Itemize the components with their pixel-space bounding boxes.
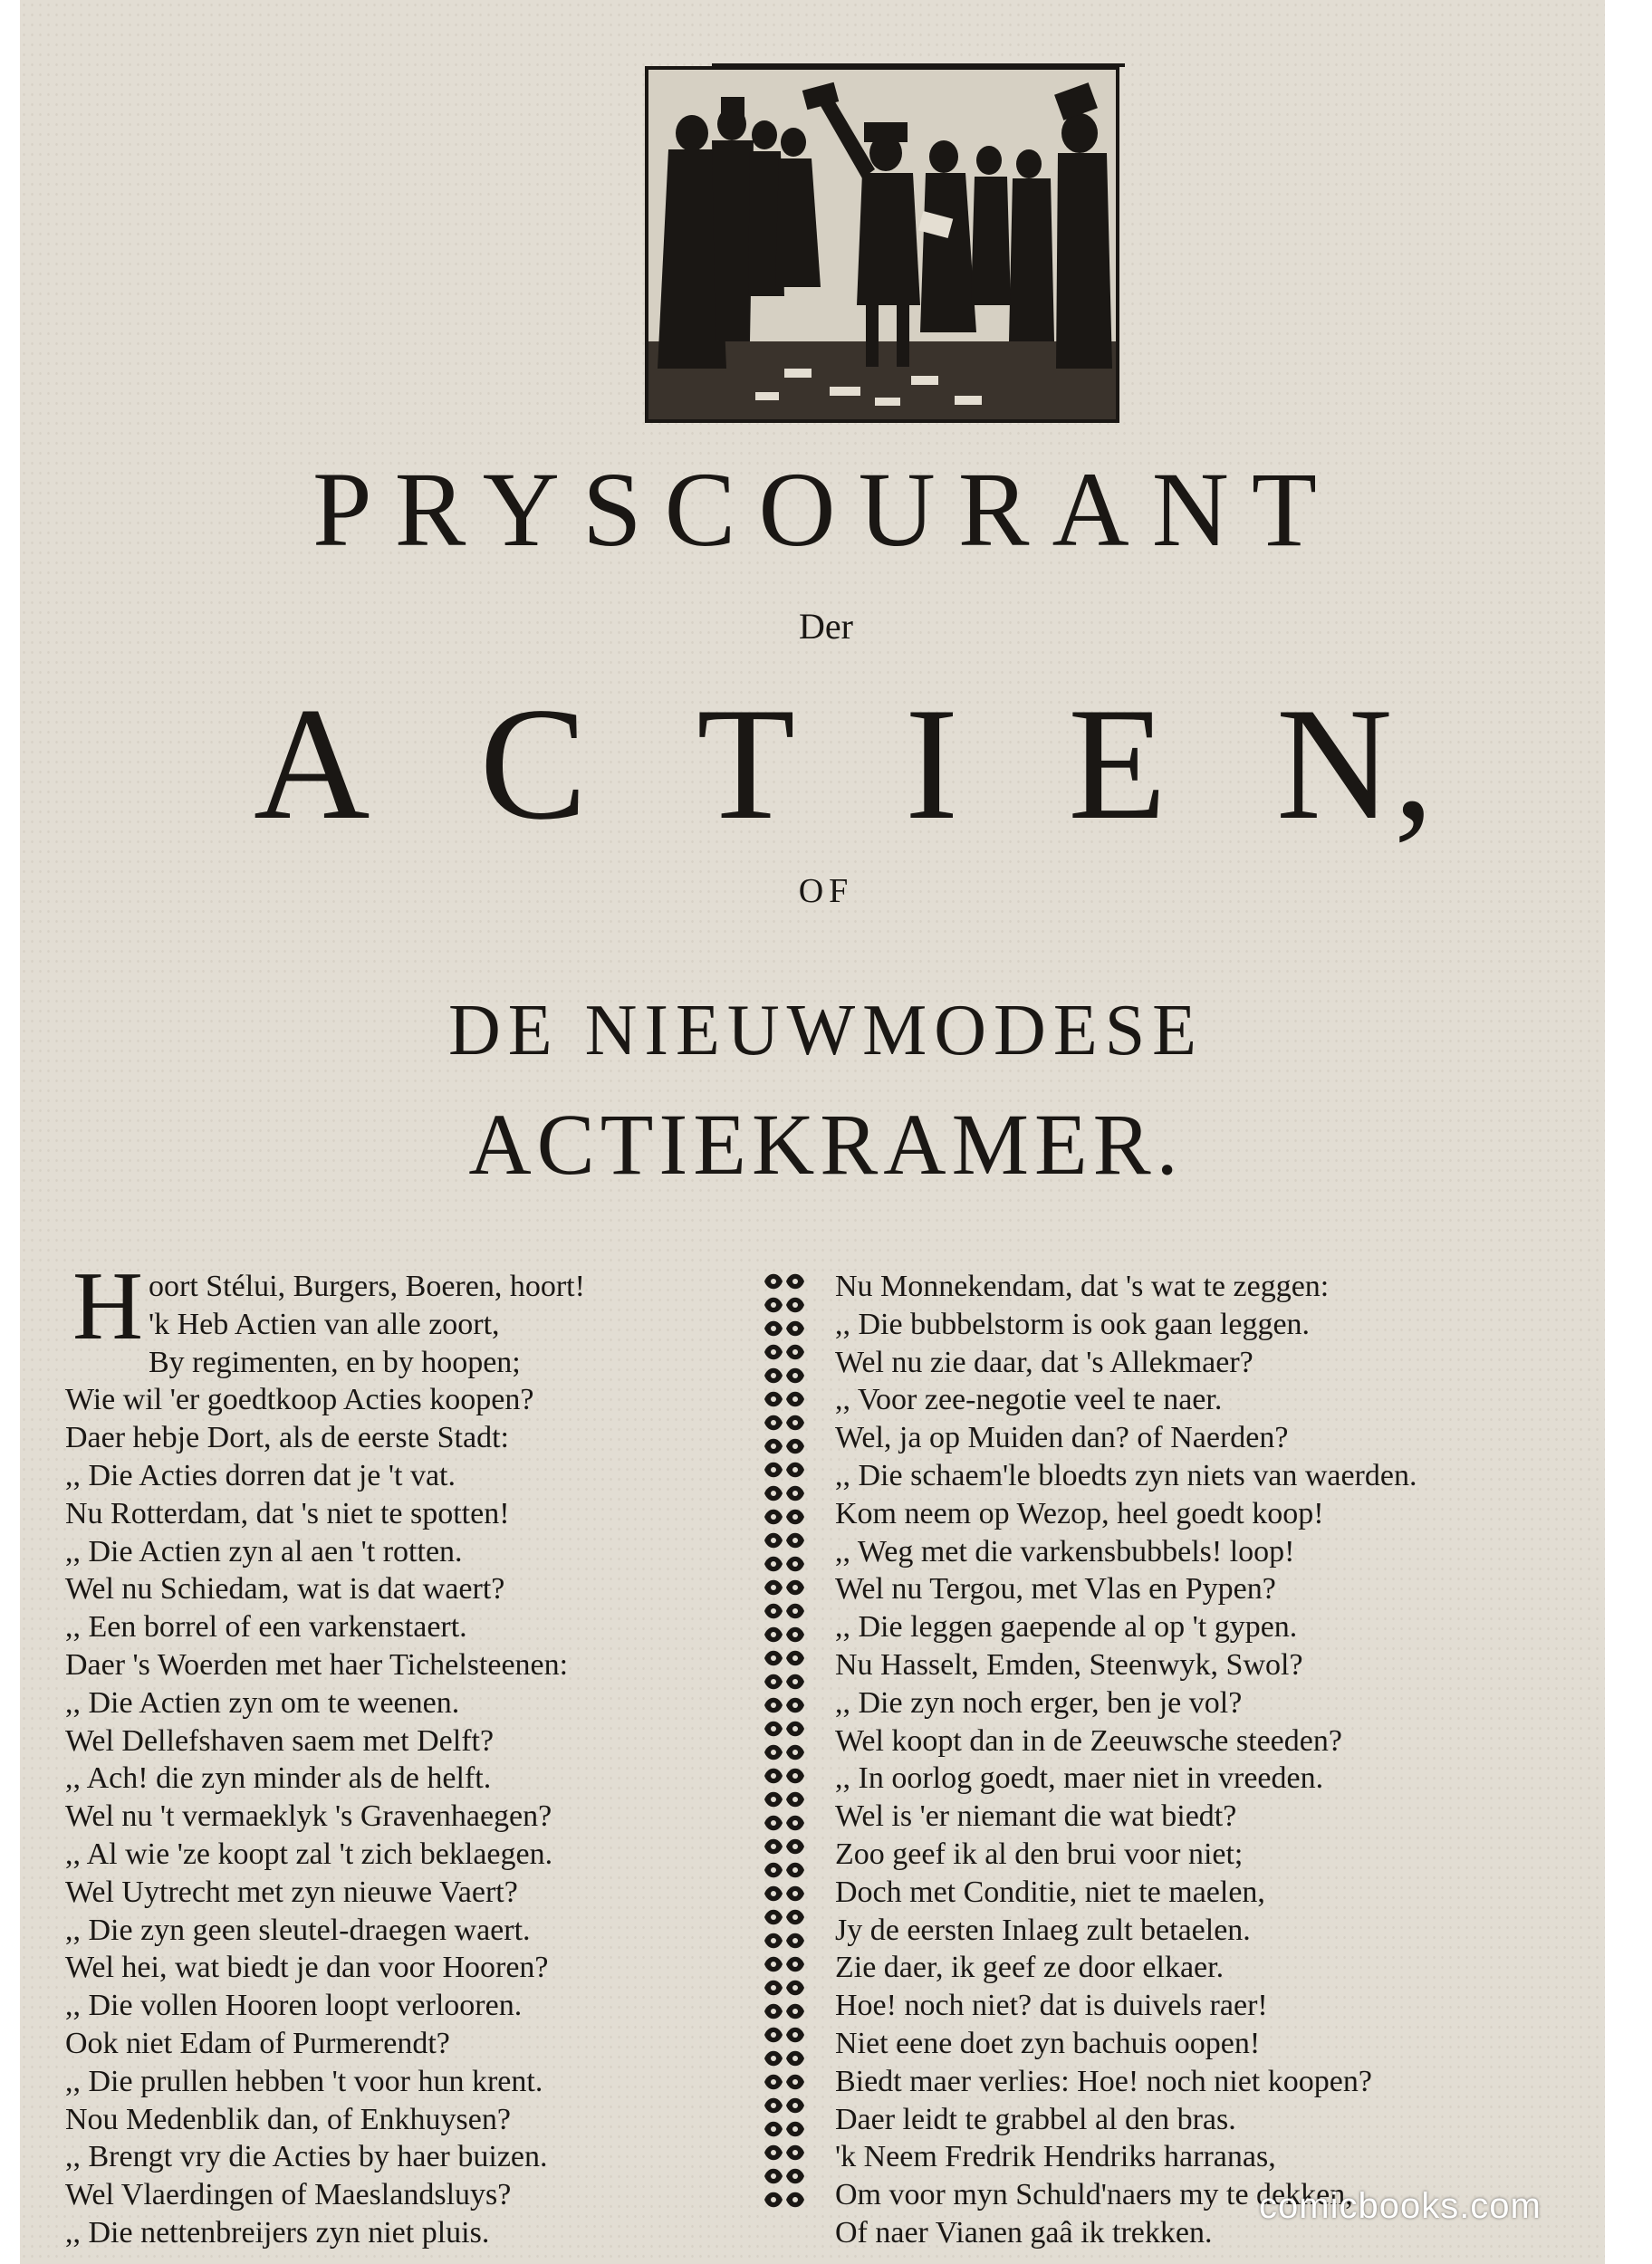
title-der: Der xyxy=(799,606,853,647)
title-actien-letter: I xyxy=(904,674,960,853)
poem-line: Wel Uytrecht met zyn nieuwe Vaert? xyxy=(65,1875,518,1909)
poem-line: Ook niet Edam of Purmerendt? xyxy=(65,2026,450,2060)
poem-line: Daer hebje Dort, als de eerste Stadt: xyxy=(65,1421,509,1455)
title-actien xyxy=(0,670,1652,857)
title-of: OF xyxy=(798,872,854,910)
poem-line: By regimenten, en by hoopen; xyxy=(149,1345,521,1379)
poem-line: Wel hei, wat biedt je dan voor Hooren? xyxy=(65,1951,549,1985)
title-actien-letter: E xyxy=(1068,674,1167,853)
title-actien-letter: T xyxy=(696,674,796,853)
ornamental-column-divider xyxy=(759,1270,810,2211)
poem-line: ,, Die zyn noch erger, ben je vol? xyxy=(835,1685,1243,1720)
poem-line: Of naer Vianen gaâ ik trekken. xyxy=(835,2215,1213,2250)
poem-line: ,, Brengt vry die Acties by haer buizen. xyxy=(65,2140,548,2174)
poem-line: Wel is 'er niemant die wat biedt? xyxy=(835,1799,1237,1834)
poem-line: Wel Dellefshaven saem met Delft? xyxy=(65,1723,495,1758)
poem-line: Niet eene doet zyn bachuis oopen! xyxy=(835,2026,1261,2060)
poem-column-right xyxy=(835,1268,1578,2252)
poem-line: ,, Een borrel of een varkenstaert. xyxy=(65,1610,467,1645)
poem-line: Jy de eersten Inlaeg zult betaelen. xyxy=(835,1913,1251,1947)
poem-line: oort Stélui, Burgers, Boeren, hoort! xyxy=(149,1270,585,1303)
poem-line: 'k Heb Actien van alle zoort, xyxy=(149,1307,500,1341)
title-actiekramer: ACTIEKRAMER. xyxy=(468,1096,1184,1193)
poem-line: ,, Die nettenbreijers zyn niet pluis. xyxy=(65,2215,490,2250)
title-actien-letter: C xyxy=(479,674,589,853)
poem-line: Om voor myn Schuld'naers my te dekken, xyxy=(835,2178,1353,2212)
poem-line: 'k Neem Fredrik Hendriks harranas, xyxy=(835,2140,1276,2174)
poem-line: ,, Die leggen gaepende al op 't gypen. xyxy=(835,1610,1298,1645)
poem-line: Zoo geef ik al den brui voor niet; xyxy=(835,1837,1244,1871)
poem-line: Zie daer, ik geef ze door elkaer. xyxy=(835,1951,1225,1985)
poem-line: ,, Die Acties dorren dat je 't vat. xyxy=(65,1458,456,1492)
title-actien-letter: N, xyxy=(1275,674,1436,853)
poem-line: Wel Vlaerdingen of Maeslandsluys? xyxy=(65,2178,512,2212)
poem-line: ,, Die prullen hebben 't voor hun krent. xyxy=(65,2064,543,2098)
title-pryscourant: PRYSCOURANT xyxy=(312,450,1340,569)
poem-line: ,, Voor zee-negotie veel te naer. xyxy=(835,1383,1223,1417)
poem-line: ,, Al wie 'ze koopt zal 't zich beklaegen. xyxy=(65,1837,553,1871)
poem-line: Wel nu zie daar, dat 's Allekmaer? xyxy=(835,1345,1253,1379)
poem-column-left xyxy=(65,1252,754,2252)
title-actien-letter: A xyxy=(253,674,371,853)
poem-line: Wel nu 't vermaeklyk 's Gravenhaegen? xyxy=(65,1799,552,1834)
poem-line: ,, In oorlog goedt, maer niet in vreeden. xyxy=(835,1761,1324,1796)
poem-line: Nu Monnekendam, dat 's wat te zeggen: xyxy=(835,1270,1330,1303)
poem-line: Wel nu Schiedam, wat is dat waert? xyxy=(65,1572,505,1607)
poem-line: Nu Rotterdam, dat 's niet te spotten! xyxy=(65,1496,510,1530)
poem-line: ,, Weg met die varkensbubbels! loop! xyxy=(835,1534,1295,1568)
poem-line: ,, Die Actien zyn al aen 't rotten. xyxy=(65,1534,463,1568)
poem-line: Wel nu Tergou, met Vlas en Pypen? xyxy=(835,1572,1276,1607)
drop-cap: H xyxy=(72,1252,143,1360)
poem-line: Kom neem op Wezop, heel goedt koop! xyxy=(835,1496,1324,1530)
poem-line: ,, Die zyn geen sleutel-draegen waert. xyxy=(65,1913,531,1947)
poem-line: ,, Ach! die zyn minder als de helft. xyxy=(65,1761,492,1796)
poem-line: Wel, ja op Muiden dan? of Naerden? xyxy=(835,1421,1289,1455)
woodcut-illustration xyxy=(645,66,1119,423)
poem-line: ,, Die vollen Hooren loopt verlooren. xyxy=(65,1989,523,2023)
watermark-text: comicbooks.com xyxy=(1259,2186,1542,2226)
poem-line: ,, Die Actien zyn om te weenen. xyxy=(65,1685,460,1720)
title-de-nieuwmodese: DE NIEUWMODESE xyxy=(447,991,1205,1070)
poem-line: Wel koopt dan in de Zeeuwsche steeden? xyxy=(835,1723,1342,1758)
poem-line: ,, Die schaem'le bloedts zyn niets van waerden. xyxy=(835,1458,1417,1492)
poem-line: Wie wil 'er goedtkoop Acties koopen? xyxy=(65,1383,534,1417)
poem-line: Doch met Conditie, niet te maelen, xyxy=(835,1875,1265,1909)
poem-line: Hoe! noch niet? dat is duivels raer! xyxy=(835,1989,1268,2023)
poem-line: Biedt maer verlies: Hoe! noch niet koopen? xyxy=(835,2064,1372,2098)
poem-line: ,, Die bubbelstorm is ook gaan leggen. xyxy=(835,1307,1311,1341)
poem-line: Daer leidt te grabbel al den bras. xyxy=(835,2102,1236,2136)
poem-line: Nu Hasselt, Emden, Steenwyk, Swol? xyxy=(835,1647,1303,1682)
poem-line: Nou Medenblik dan, of Enkhuysen? xyxy=(65,2102,511,2136)
poem-line: Daer 's Woerden met haer Tichelsteenen: xyxy=(65,1647,569,1682)
woodcut-figures-image xyxy=(648,70,1116,419)
